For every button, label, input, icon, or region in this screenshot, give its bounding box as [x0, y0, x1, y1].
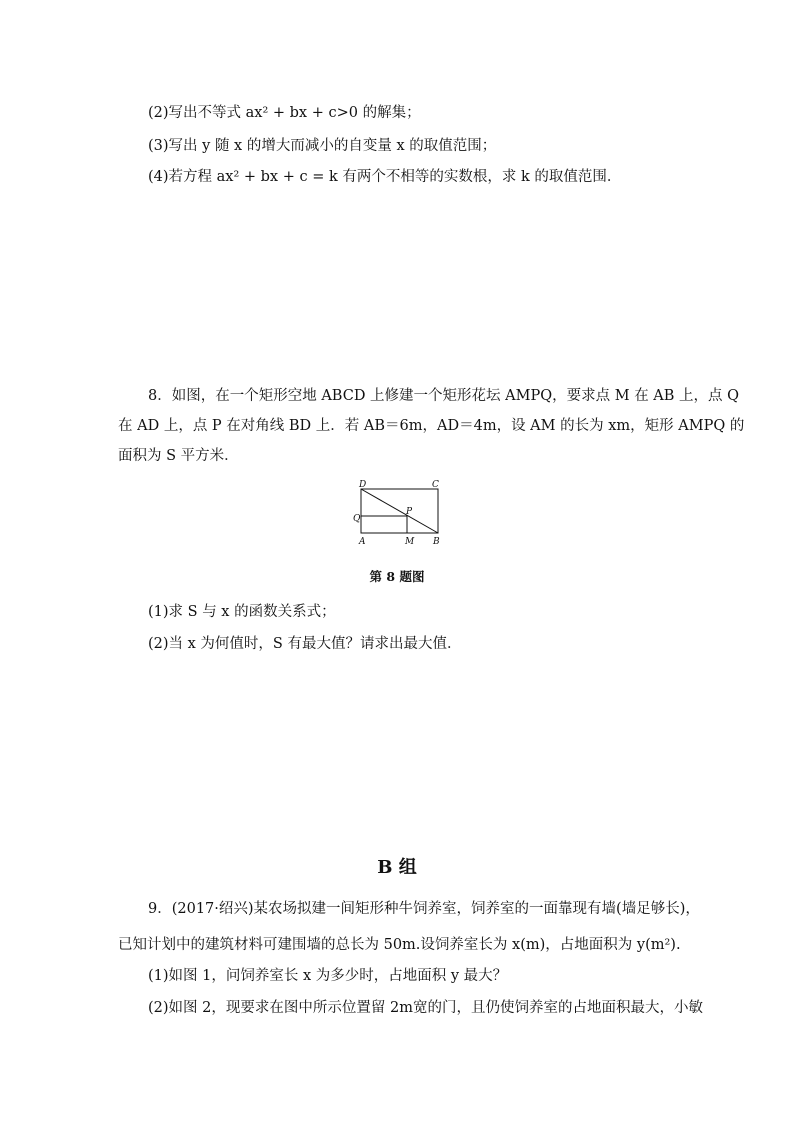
label-C: C — [432, 480, 439, 490]
q8-line2: 在 AD 上，点 P 在对角线 BD 上．若 AB＝6m，AD＝4m，设 AM 的长为 xm，矩形 AMPQ 的 — [118, 418, 745, 434]
label-B: B — [433, 537, 440, 547]
section-heading: B 组 — [377, 857, 417, 878]
label-D: D — [359, 480, 367, 490]
q9-line1: 9．(2017·绍兴)某农场拟建一间矩形种牛饲养室，饲养室的一面靠现有墙(墙足够长)， — [148, 901, 700, 917]
q9-sub2: (2)如图 2，现要求在图中所示位置留 2m宽的门，且仍使饲养室的占地面积最大，小敏 — [148, 1000, 703, 1016]
label-M: M — [405, 537, 415, 547]
label-P: P — [406, 507, 413, 517]
q8-figure — [350, 476, 450, 551]
q7-part4: (4)若方程 ax² + bx + c = k 有两个不相等的实数根，求 k 的取值范围． — [148, 169, 622, 185]
q9-line2: 已知计划中的建筑材料可建围墙的总长为 50m.设饲养室长为 x(m)，占地面积为 y(m²). — [118, 937, 681, 953]
q7-part2: (2)写出不等式 ax² + bx + c>0 的解集； — [148, 105, 421, 121]
label-A: A — [359, 537, 366, 547]
q7-part3: (3)写出 y 随 x 的增大而减小的自变量 x 的取值范围； — [148, 138, 497, 154]
q8-line1: 8．如图，在一个矩形空地 ABCD 上修建一个矩形花坛 AMPQ，要求点 M 在 AB 上，点 Q — [148, 388, 740, 404]
q8-sub1: (1)求 S 与 x 的函数关系式； — [148, 604, 336, 620]
q8-line3: 面积为 S 平方米． — [118, 448, 239, 464]
q8-figure-caption: 第 8 题图 — [369, 569, 425, 584]
q9-sub1: (1)如图 1，问饲养室长 x 为多少时，占地面积 y 最大？ — [148, 968, 508, 984]
label-Q: Q — [353, 514, 361, 524]
q8-sub2: (2)当 x 为何值时，S 有最大值？请求出最大值． — [148, 636, 462, 652]
